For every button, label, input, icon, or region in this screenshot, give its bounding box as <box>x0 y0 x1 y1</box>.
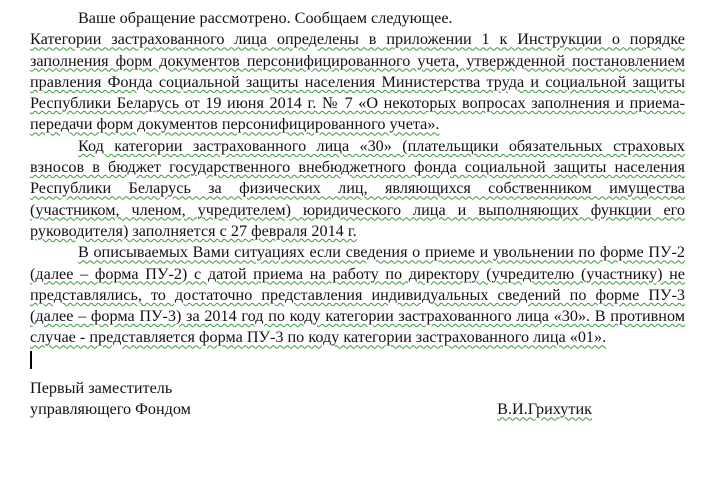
letter-document <box>30 8 685 421</box>
text-cursor <box>30 351 32 369</box>
intro-paragraph: Ваше обращение рассмотрено. Сообщаем следующее. <box>78 9 453 27</box>
signature-title-line1: Первый заместитель <box>30 379 173 398</box>
code-30-paragraph: Код категории застрахованного лица «30» (плательщики обязательных страховых взносов в бюджет государственного внебюджетного фонда социальной защиты населения Республики Беларусь за физических лиц, являющихся собственником имущества (участником, членом, учредителем) юридического лица и выполняющих функции его руководителя) заполняется с 27 февраля 2014 г. <box>30 136 685 240</box>
signature-row <box>30 399 685 420</box>
signature-name: В.И.Грихутик <box>497 400 592 419</box>
categories-paragraph: Категории застрахованного лица определены в приложении 1 к Инструкции о порядке заполнения форм документов персонифицированного учета, утвержденной постановлением правления Фонда социальной защиты населения Министерства труда и социальной защиты Республики Беларусь от 19 июня 2014 г. № 7 «О некоторых вопросах заполнения и приема-передачи форм документов персонифицированного учета». <box>30 30 685 134</box>
signature-block <box>30 378 685 421</box>
text-cursor-line[interactable] <box>30 349 685 370</box>
signature-title-line2: управляющего Фондом <box>30 400 191 419</box>
situation-paragraph: В описываемых Вами ситуациях если сведения о приеме и увольнении по форме ПУ-2 (далее – форма ПУ-2) с датой приема на работу по директору (учредителю (участнику) не представлялись, то достаточно представления индивидуальных сведений по форме ПУ-3 (далее – форма ПУ-3) за 2014 год по коду категории застрахованного лица «30». В противном случае - представляется форма ПУ-3 по коду категории застрахованного лица «01». <box>30 243 685 347</box>
